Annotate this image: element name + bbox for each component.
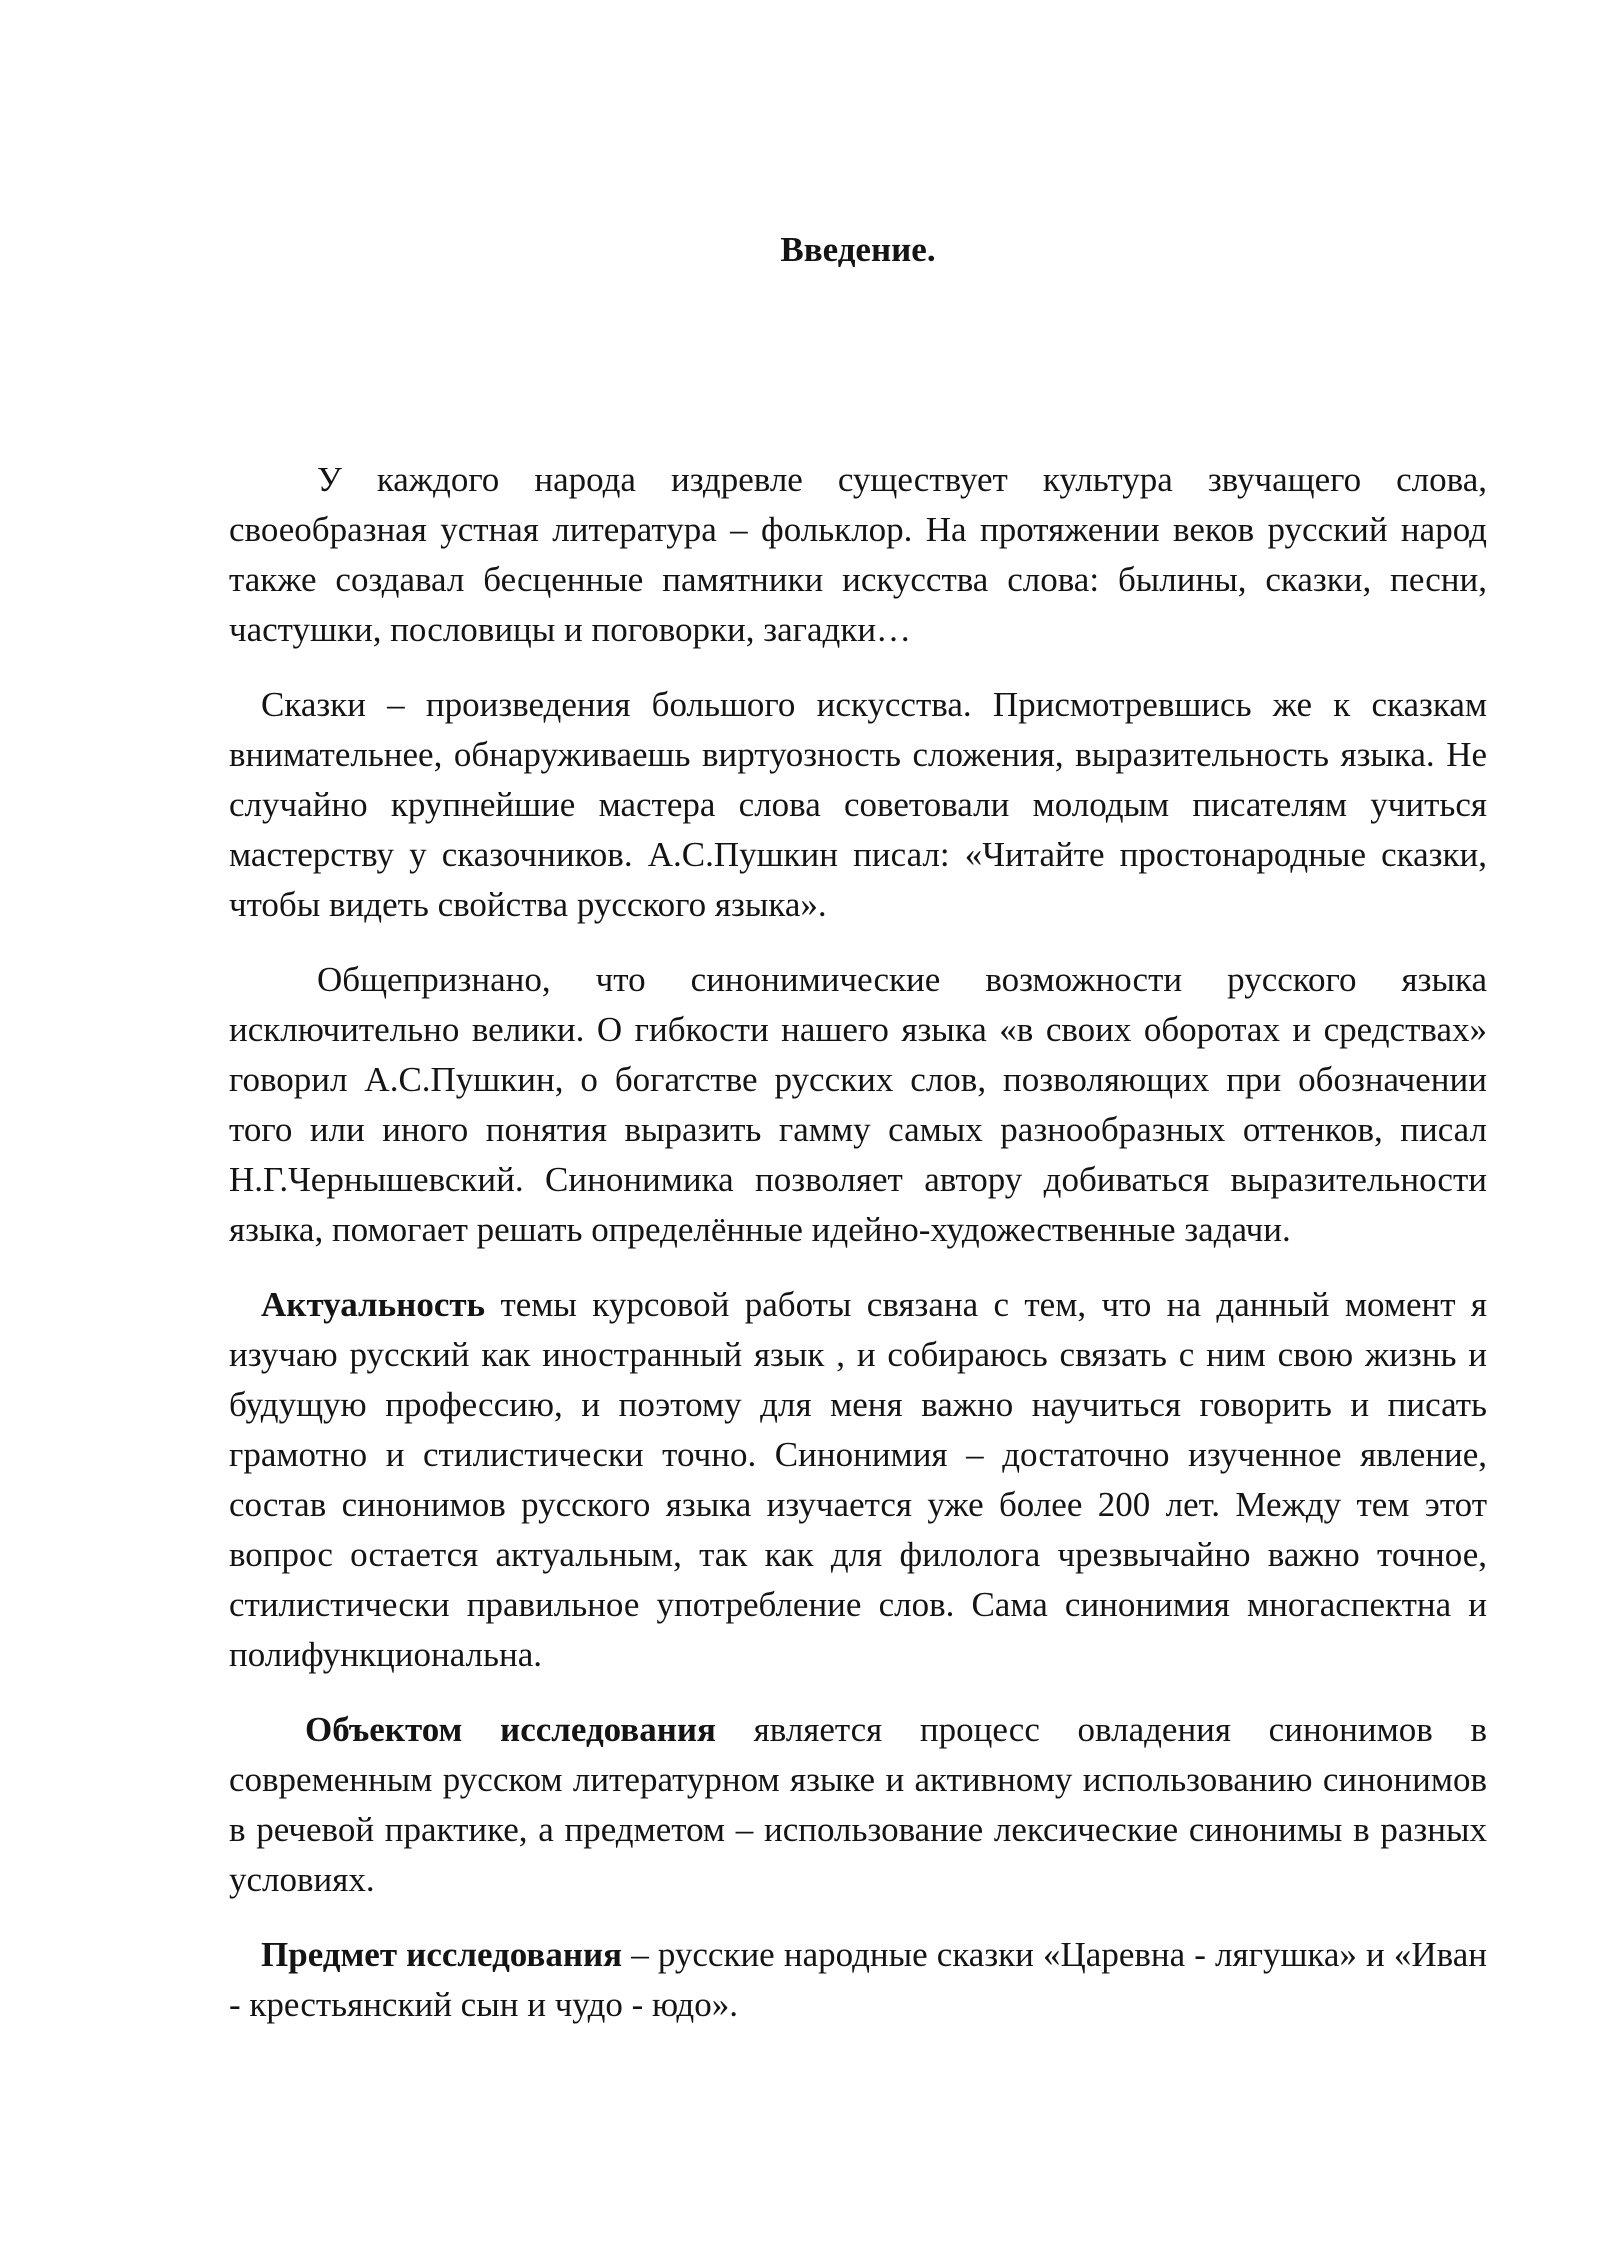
page-title: Введение. [780, 230, 936, 269]
paragraph-research-subject [229, 1930, 1487, 2030]
paragraph-intro-folklore [229, 455, 1487, 655]
relevance-heading: Актуальность [261, 1285, 486, 1324]
research-object-heading: Объектом исследования [305, 1710, 716, 1749]
paragraph-synonymy [229, 955, 1487, 1255]
paragraph-text: Сказки – произведения большого искусства. Присмотревшись же к сказкам внимательнее, обнаруживаешь виртуозность сложения, выразительность языка. Не случайно крупнейшие мастера слова советовали молодым писателям учиться мастерству у сказочников. А.С.Пушкин писал: «Читайте простонародные сказки, чтобы видеть свойства русского языка». [229, 685, 1487, 924]
paragraph-text: – русские народные сказки «Царевна - лягушка» и «Иван - крестьянский сын и чудо - юдо». [229, 1935, 1487, 2024]
paragraph-research-object [229, 1705, 1487, 1905]
document-body [229, 455, 1487, 2055]
paragraph-text: У каждого народа издревле существует культура звучащего слова, своеобразная устная литература – фольклор. На протяжении веков русский народ также создавал бесценные памятники искусства слова: былины, сказки, песни, частушки, пословицы и поговорки, загадки… [229, 460, 1487, 649]
paragraph-text: является процесс овладения синонимов в современным русском литературном языке и активному использованию синонимов в речевой практике, а предметом – использование лексические синонимы в разных условиях. [229, 1710, 1487, 1899]
paragraph-fairy-tales [229, 680, 1487, 930]
paragraph-text: Общепризнано, что синонимические возможности русского языка исключительно велики. О гибкости нашего языка «в своих оборотах и средствах» говорил А.С.Пушкин, о богатстве русских слов, позволяющих при обозначении того или иного понятия выразить гамму самых разнообразных оттенков, писал Н.Г.Чернышевский. Синонимика позволяет автору добиваться выразительности языка, помогает решать определённые идейно-художественные задачи. [229, 960, 1487, 1249]
paragraph-text: темы курсовой работы связана с тем, что на данный момент я изучаю русский как иностранный язык , и собираюсь связать с ним свою жизнь и будущую профессию, и поэтому для меня важно научиться говорить и писать грамотно и стилистически точно. Синонимия – достаточно изученное явление, состав синонимов русского языка изучается уже более 200 лет. Между тем этот вопрос остается актуальным, так как для филолога чрезвычайно важно точное, стилистически правильное употребление слов. Сама синонимия многаспектна и полифункциональна. [229, 1285, 1487, 1674]
paragraph-relevance [229, 1280, 1487, 1680]
research-subject-heading: Предмет исследования [261, 1935, 623, 1974]
